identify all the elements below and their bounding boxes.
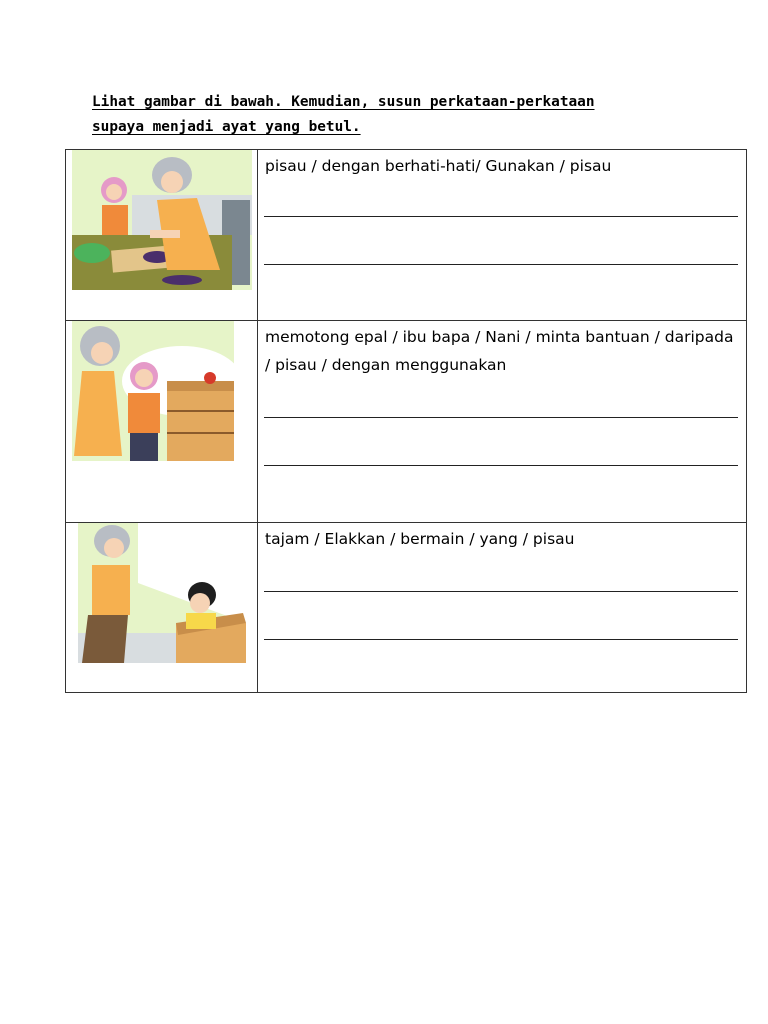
instruction-line-2: supaya menjadi ayat yang betul. <box>92 119 361 135</box>
warning-child-illustration <box>78 523 246 663</box>
answer-line[interactable] <box>264 417 738 418</box>
picture-cell <box>66 523 258 693</box>
worksheet-row <box>66 523 747 693</box>
answer-line[interactable] <box>264 264 738 265</box>
instruction-heading <box>92 90 692 140</box>
answer-line[interactable] <box>264 591 738 592</box>
instruction-line-1: Lihat gambar di bawah. Kemudian, susun perkataan-perkataan <box>92 94 595 110</box>
answer-cell <box>258 150 747 321</box>
worksheet-row <box>66 321 747 523</box>
worksheet-table <box>65 149 747 693</box>
answer-cell <box>258 321 747 523</box>
picture-cell <box>66 321 258 523</box>
word-prompt: memotong epal / ibu bapa / Nani / minta bantuan / daripada / pisau / dengan menggunakan <box>265 328 734 374</box>
word-prompt: tajam / Elakkan / bermain / yang / pisau <box>265 530 575 548</box>
answer-line[interactable] <box>264 216 738 217</box>
picture-cell <box>66 150 258 321</box>
worksheet-row <box>66 150 747 321</box>
answer-cell <box>258 523 747 693</box>
kitchen-cutting-illustration <box>72 150 252 290</box>
answer-line[interactable] <box>264 465 738 466</box>
answer-line[interactable] <box>264 639 738 640</box>
asking-help-illustration <box>72 321 234 461</box>
word-prompt: pisau / dengan berhati-hati/ Gunakan / pisau <box>265 157 612 175</box>
